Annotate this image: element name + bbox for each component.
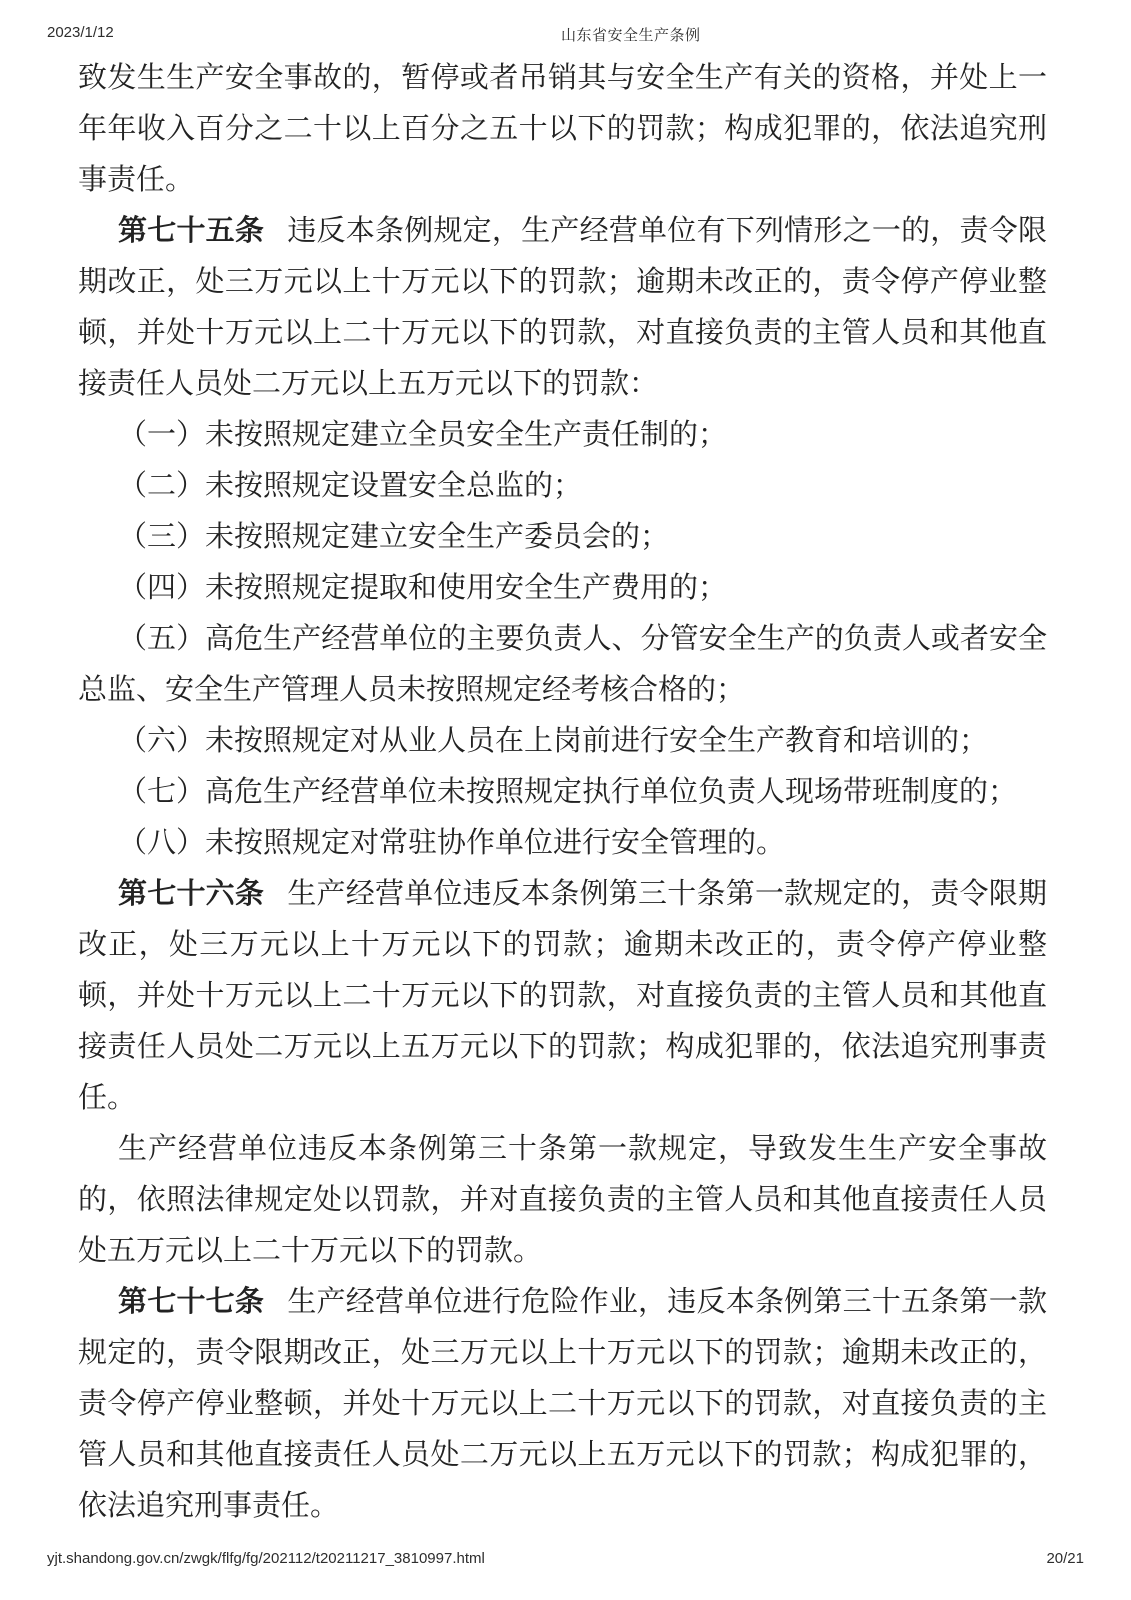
list-item-2 <box>78 461 1047 512</box>
list-item-text: （五）高危生产经营单位的主要负责人、分管安全生产的负责人或者安全总监、安全生产管理人员未按照规定经考核合格的； <box>78 623 1047 706</box>
page-number: 20/21 <box>1046 1550 1084 1567</box>
source-url: yjt.shandong.gov.cn/zwgk/flfg/fg/202112/t20211217_3810997.html <box>47 1550 485 1567</box>
document-title: 山东省安全生产条例 <box>561 27 701 44</box>
list-item-6 <box>78 716 1047 767</box>
list-item-text: （四）未按照规定提取和使用安全生产费用的； <box>118 572 728 604</box>
list-item-5 <box>78 614 1047 716</box>
list-item-text: （二）未按照规定设置安全总监的； <box>118 470 583 502</box>
article-76-text: 生产经营单位违反本条例第三十条第一款规定的，责令限期改正，处三万元以上十万元以下的罚款；逾期未改正的，责令停产停业整顿，并处十万元以上二十万元以下的罚款，对直接负责的主管人员和其他直接责任人员处二万元以上五万元以下的罚款；构成犯罪的，依法追究刑事责任。 <box>78 878 1047 1114</box>
list-item-text: （三）未按照规定建立安全生产委员会的； <box>118 521 670 553</box>
list-item-4 <box>78 563 1047 614</box>
list-item-text: （八）未按照规定对常驻协作单位进行安全管理的。 <box>118 827 786 859</box>
article-77-label: 第七十七条 <box>118 1286 265 1318</box>
document-body <box>78 53 1047 1532</box>
list-item-text: （六）未按照规定对从业人员在上岗前进行安全生产教育和培训的； <box>118 725 989 757</box>
paragraph-text: 生产经营单位违反本条例第三十条第一款规定，导致发生生产安全事故的，依照法律规定处以罚款，并对直接负责的主管人员和其他直接责任人员处五万元以上二十万元以下的罚款。 <box>78 1133 1047 1267</box>
list-item-text: （一）未按照规定建立全员安全生产责任制的； <box>118 419 728 451</box>
article-75 <box>78 206 1047 410</box>
list-item-1 <box>78 410 1047 461</box>
article-77 <box>78 1277 1047 1532</box>
article-76 <box>78 869 1047 1124</box>
print-footer <box>47 1550 1084 1570</box>
article-75-text: 违反本条例规定，生产经营单位有下列情形之一的，责令限期改正，处三万元以上十万元以下的罚款；逾期未改正的，责令停产停业整顿，并处十万元以上二十万元以下的罚款，对直接负责的主管人员和其他直接责任人员处二万元以上五万元以下的罚款： <box>78 215 1047 400</box>
print-header <box>0 24 1131 44</box>
article-75-label: 第七十五条 <box>118 215 265 247</box>
paragraph-text: 致发生生产安全事故的，暂停或者吊销其与安全生产有关的资格，并处上一年年收入百分之二十以上百分之五十以下的罚款；构成犯罪的，依法追究刑事责任。 <box>78 62 1047 196</box>
list-item-7 <box>78 767 1047 818</box>
article-76-label: 第七十六条 <box>118 878 265 910</box>
print-date: 2023/1/12 <box>47 24 114 41</box>
article-76-paragraph-2 <box>78 1124 1047 1277</box>
list-item-text: （七）高危生产经营单位未按照规定执行单位负责人现场带班制度的； <box>118 776 1018 808</box>
list-item-8 <box>78 818 1047 869</box>
list-item-3 <box>78 512 1047 563</box>
article-77-text: 生产经营单位进行危险作业，违反本条例第三十五条第一款规定的，责令限期改正，处三万元以上十万元以下的罚款；逾期未改正的，责令停产停业整顿，并处十万元以上二十万元以下的罚款，对直接负责的主管人员和其他直接责任人员处二万元以上五万元以下的罚款；构成犯罪的，依法追究刑事责任。 <box>78 1286 1047 1522</box>
paragraph-continuation <box>78 53 1047 206</box>
